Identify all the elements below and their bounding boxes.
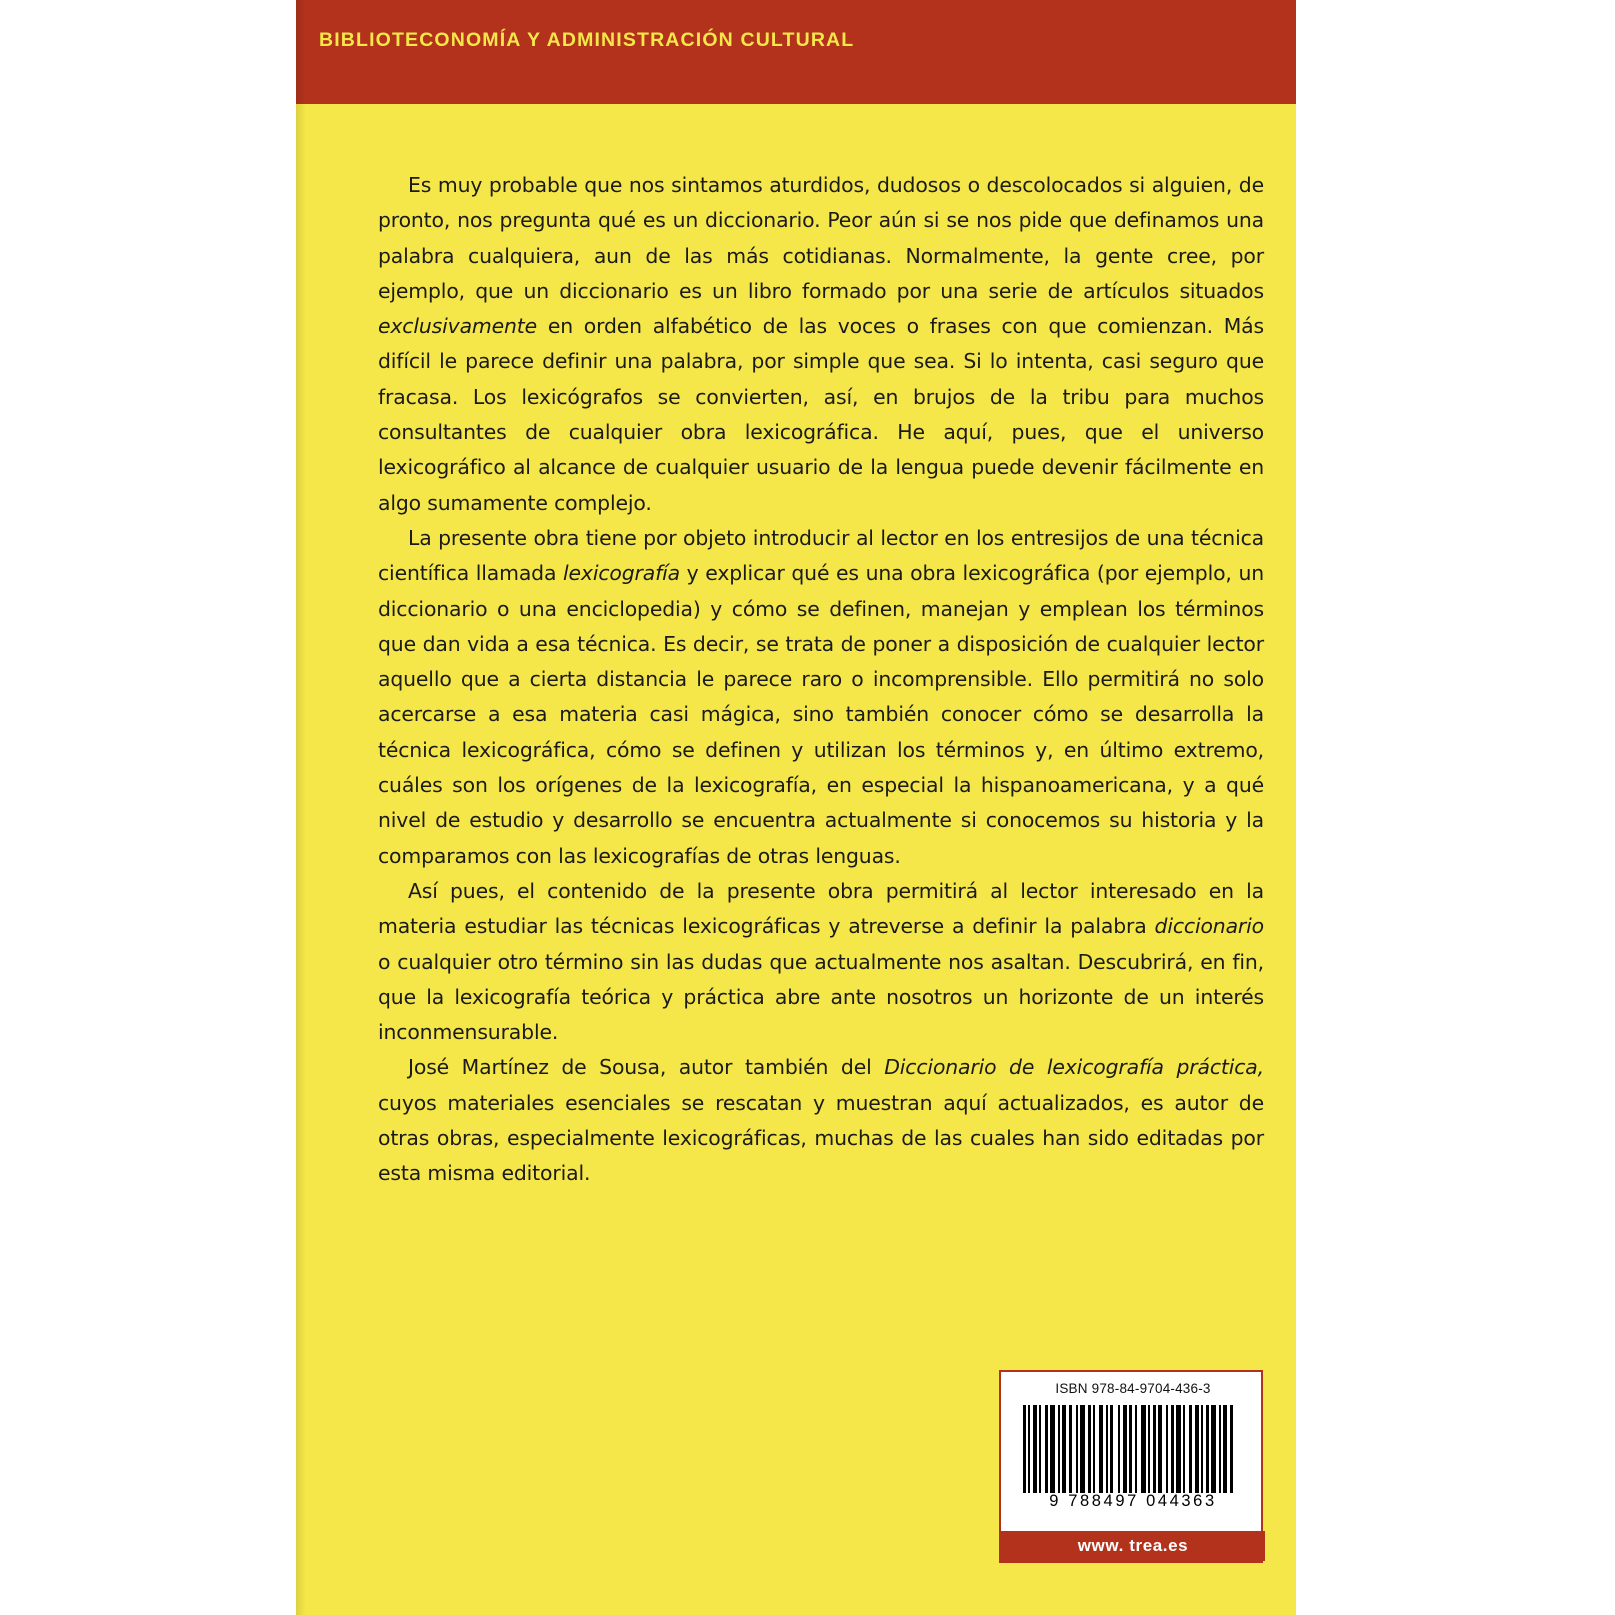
blurb-p2-emphasis: lexicografía	[563, 561, 680, 586]
blurb-p2-part-b: y explicar qué es una obra lexicográfica (por ejemplo, un diccionario o una enciclopedia) y cómo se definen, manejan y emplean los términos que dan vida a esa técnica. Es decir, se trata de poner a disposición de cualquier lector aquello que a cierta distancia le parece raro o incomprensible. Ello permitirá no solo acercarse a esa materia casi mágica, sino también conocer cómo se desarrolla la técnica lexicográfica, cómo se definen y utilizan los términos y, en último extremo, cuáles son los orígenes de la lexicografía, en especial la hispanoamericana, y a qué nivel de estudio y desarrollo se encuentra actualmente si conocemos su historia y la comparamos con las lexicografías de otras lenguas.	[378, 561, 1264, 868]
blurb-p4-part-b: cuyos materiales esenciales se rescatan y muestran aquí actualizados, es autor de otras obras, especialmente lexicográficas, muchas de las cuales han sido editadas por esta misma editorial.	[378, 1090, 1264, 1186]
barcode-bars	[1023, 1405, 1243, 1493]
blurb-p1-part-a: Es muy probable que nos sintamos aturdidos, dudosos o descolocados si alguien, de pronto, nos pregunta qué es un diccionario. Peor aún si se nos pide que definamos una palabra cualquiera, aun de las más cotidianas. Normalmente, la gente cree, por ejemplo, que un diccionario es un libro formado por una serie de artículos situados	[378, 173, 1264, 303]
isbn-label: ISBN 978-84-9704-436-3	[1055, 1381, 1211, 1396]
blurb-p3-emphasis: diccionario	[1154, 914, 1264, 939]
blurb-p3-part-b: o cualquier otro término sin las dudas que actualmente nos asaltan. Descubrirá, en fin, que la lexicografía teórica y práctica abre ante nosotros un horizonte de un interés inconmensurable.	[378, 949, 1264, 1045]
blurb-paragraph-1	[378, 168, 1264, 521]
blurb-paragraph-3	[378, 874, 1264, 1050]
blurb-p1-emphasis: exclusivamente	[378, 314, 538, 339]
book-back-cover	[296, 0, 1296, 1615]
blurb-p4-part-a: José Martínez de Sousa, autor también del	[408, 1055, 885, 1080]
blurb-p4-emphasis: Diccionario de lexicografía práctica,	[884, 1055, 1264, 1080]
barcode-digits: 9 788497 044363	[1049, 1492, 1217, 1510]
blurb-p2-part-a: La presente obra tiene por objeto introducir al lector en los entresijos de una técnica científica llamada	[378, 525, 1264, 586]
blurb-paragraph-2	[378, 521, 1264, 874]
back-cover-blurb	[378, 168, 1264, 1192]
blurb-p1-part-b: en orden alfabético de las voces o frases con que comienzan. Más difícil le parece definir una palabra, por simple que sea. Si lo intenta, casi seguro que fracasa. Los lexicógrafos se convierten, así, en brujos de la tribu para muchos consultantes de cualquier obra lexicográfica. He aquí, pues, que el universo lexicográfico al alcance de cualquier usuario de la lengua puede devenir fácilmente en algo sumamente complejo.	[378, 314, 1264, 515]
barcode-block	[999, 1370, 1263, 1563]
blurb-p3-part-a: Así pues, el contenido de la presente obra permitirá al lector interesado en la materia estudiar las técnicas lexicográficas y atreverse a definir la palabra	[378, 878, 1264, 939]
blurb-paragraph-4	[378, 1050, 1264, 1191]
series-band-label: BIBLIOTECONOMÍA Y ADMINISTRACIÓN CULTURAL	[319, 29, 855, 51]
publisher-website: www. trea.es	[1001, 1531, 1265, 1561]
series-band	[296, 0, 1296, 104]
